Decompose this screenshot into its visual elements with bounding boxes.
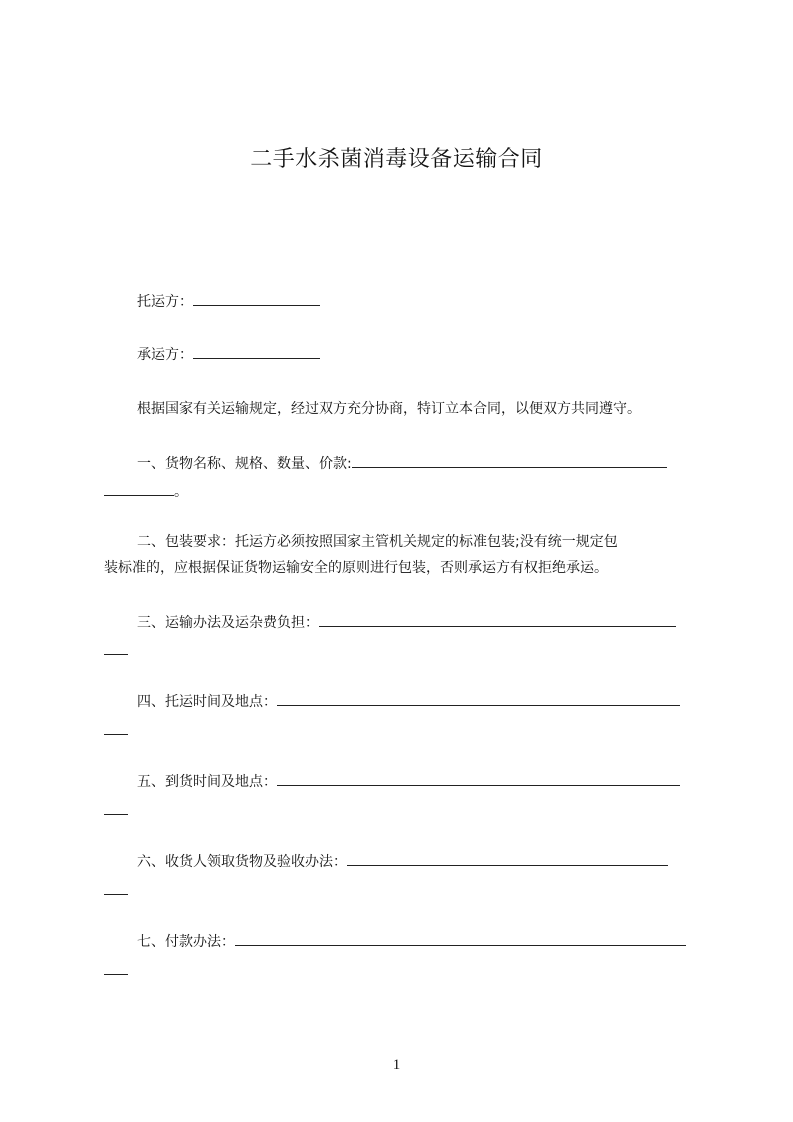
intro-paragraph: 根据国家有关运输规定，经过双方充分协商，特订立本合同，以便双方共同遵守。 — [137, 401, 641, 417]
clause-5-blank-2 — [104, 813, 128, 815]
carrier-blank — [193, 345, 320, 359]
clause-4-blank-2 — [104, 733, 128, 735]
carrier-label: 承运方： — [137, 347, 193, 363]
clause-5-blank — [277, 772, 680, 786]
clause-5-label: 五、到货时间及地点： — [137, 774, 277, 790]
clause-6-blank-2 — [104, 893, 128, 895]
clause-3 — [137, 613, 676, 632]
consignor-blank — [193, 292, 320, 306]
clause-7-blank — [235, 932, 686, 946]
clause-4-label: 四、托运时间及地点： — [137, 694, 277, 710]
clause-1-continuation — [104, 482, 188, 501]
clause-6-blank — [347, 852, 668, 866]
clause-1-blank-2 — [104, 482, 174, 496]
clause-3-label: 三、运输办法及运杂费负担： — [137, 615, 319, 631]
clause-1-end: 。 — [174, 484, 188, 500]
consignor-line — [137, 292, 320, 311]
clause-7 — [137, 932, 686, 951]
clause-2-line-2: 装标准的，应根据保证货物运输安全的原则进行包装，否则承运方有权拒绝承运。 — [104, 560, 608, 576]
clause-3-blank — [319, 613, 676, 627]
clause-4 — [137, 692, 680, 711]
page-number: 1 — [392, 1057, 401, 1073]
clause-6 — [137, 852, 668, 871]
page-title: 二手水杀菌消毒设备运输合同 — [250, 147, 543, 172]
clause-7-blank-2 — [104, 973, 128, 975]
clause-5 — [137, 772, 680, 791]
carrier-line — [137, 345, 320, 364]
clause-4-blank — [277, 692, 680, 706]
clause-1-label: 一、货物名称、规格、数量、价款: — [137, 456, 352, 472]
clause-1 — [137, 454, 667, 473]
clause-3-blank-2 — [104, 653, 128, 655]
clause-6-label: 六、收货人领取货物及验收办法： — [137, 854, 347, 870]
clause-1-blank — [352, 454, 667, 468]
clause-2-line-1: 二、包装要求：托运方必须按照国家主管机关规定的标准包装;没有统一规定包 — [137, 534, 618, 550]
clause-7-label: 七、付款办法： — [137, 934, 235, 950]
consignor-label: 托运方： — [137, 294, 193, 310]
